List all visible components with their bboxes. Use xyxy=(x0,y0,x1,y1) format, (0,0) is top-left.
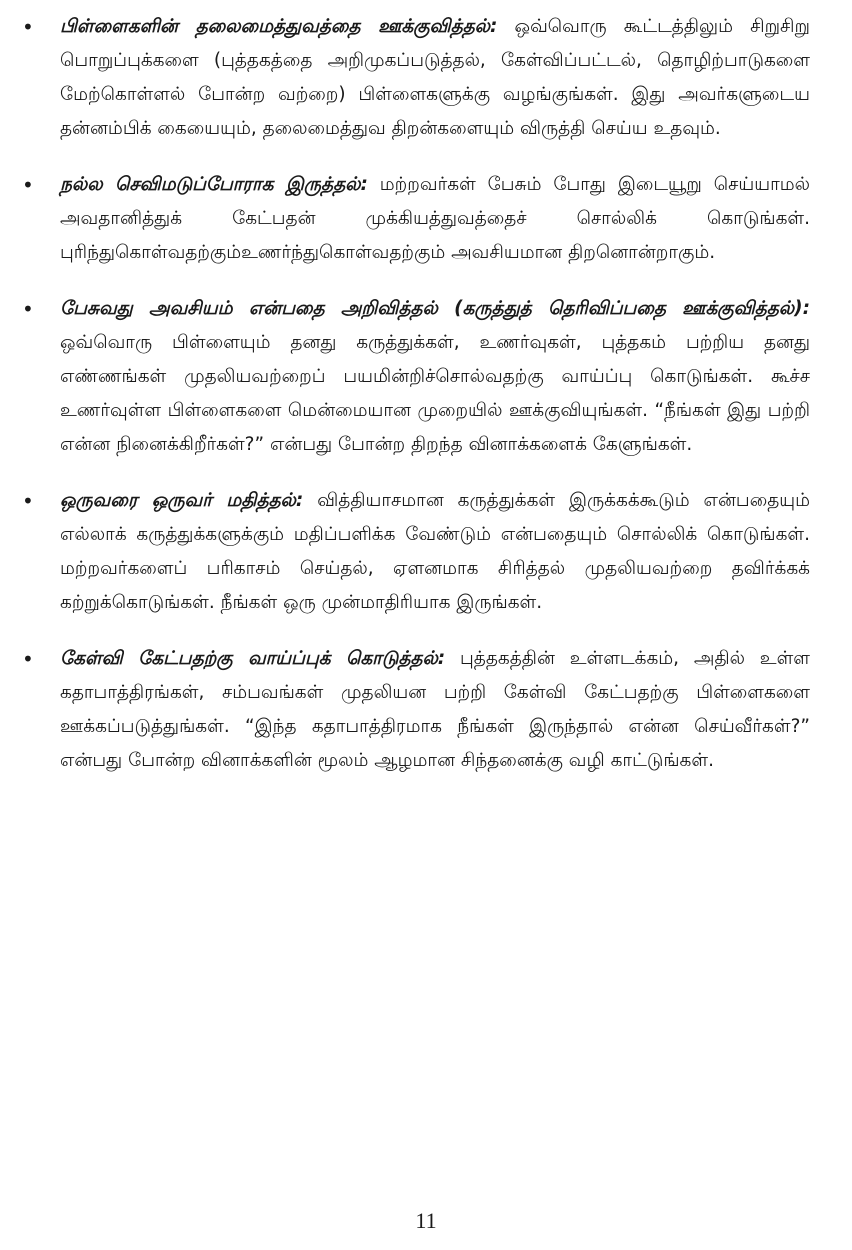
document-body xyxy=(22,10,810,800)
item-heading: ஒருவரை ஒருவர் மதித்தல்: xyxy=(60,490,304,511)
item-text: வித்தியாசமான கருத்துக்கள் இருக்கக்கூடும் என்பதையும் எல்லாக் கருத்துக்களுக்கும் மதிப்பளிக்க வேண்டும் என்பதையும் சொல்லிக் கொடுங்கள். மற்றவர்களைப் பரிகாசம் செய்தல், ஏளனமாக சிரித்தல் முதலியவற்றை தவிர்க்கக் கற்றுக்கொடுங்கள். நீங்கள் ஒரு முன்மாதிரியாக இருங்கள். xyxy=(60,490,811,613)
paragraph xyxy=(60,292,810,462)
item-text: ஒவ்வொரு கூட்டத்திலும் சிறுசிறு பொறுப்புக்களை (புத்தகத்தை அறிமுகப்படுத்தல், கேள்விப்பட்டல், தொழிற்பாடுகளை மேற்கொள்ளல் போன்ற வற்றை) பிள்ளைகளுக்கு வழங்குங்கள். இது அவர்களுடைய தன்னம்பிக் கையையும், தலைமைத்துவ திறன்களையும் விருத்தி செய்ய உதவும். xyxy=(60,16,810,139)
bullet-icon: • xyxy=(22,173,34,197)
item-heading: நல்ல செவிமடுப்போராக இருத்தல்: xyxy=(60,174,368,195)
paragraph xyxy=(60,642,810,778)
list-item-speaking xyxy=(22,292,810,462)
bullet-icon: • xyxy=(22,489,34,513)
item-heading: கேள்வி கேட்பதற்கு வாய்ப்புக் கொடுத்தல்: xyxy=(60,648,446,669)
paragraph xyxy=(60,10,810,146)
paragraph xyxy=(60,484,810,620)
item-text: புத்தகத்தின் உள்ளடக்கம், அதில் உள்ள கதாபாத்திரங்கள், சம்பவங்கள் முதலியன பற்றி கேள்வி கேட்பதற்கு பிள்ளைகளை ஊக்கப்படுத்துங்கள். “இந்த கதாபாத்திரமாக நீங்கள் இருந்தால் என்ன செய்வீர்கள்?” என்பது போன்ற வினாக்களின் மூலம் ஆழமான சிந்தனைக்கு வழி காட்டுங்கள். xyxy=(60,648,810,771)
item-text: மற்றவர்கள் பேசும் போது இடையூறு செய்யாமல் அவதானித்துக் கேட்பதன் முக்கியத்துவத்தைச் சொல்லிக் கொடுங்கள். புரிந்துகொள்வதற்கும்உணர்ந்துகொள்வதற்கும் அவசியமான திறனொன்றாகும். xyxy=(60,174,811,263)
bullet-icon: • xyxy=(22,647,34,671)
bullet-icon: • xyxy=(22,15,34,39)
list-item-respect xyxy=(22,484,810,620)
item-heading: பிள்ளைகளின் தலைமைத்துவத்தை ஊக்குவித்தல்: xyxy=(60,16,498,37)
item-text: ஒவ்வொரு பிள்ளையும் தனது கருத்துக்கள், உணர்வுகள், புத்தகம் பற்றிய தனது எண்ணங்கள் முதலியவற்றைப் பயமின்றிச்சொல்வதற்கு வாய்ப்பு கொடுங்கள். கூச்ச உணர்வுள்ள பிள்ளைகளை மென்மையான முறையில் ஊக்குவியுங்கள். “நீங்கள் இது பற்றி என்ன நினைக்கிறீர்கள்?” என்பது போன்ற திறந்த வினாக்களைக் கேளுங்கள். xyxy=(60,332,810,455)
bullet-icon: • xyxy=(22,297,34,321)
list-item-leadership xyxy=(22,10,810,146)
page-number: 11 xyxy=(415,1208,437,1233)
item-heading: பேசுவது அவசியம் என்பதை அறிவித்தல் (கருத்துத் தெரிவிப்பதை ஊக்குவித்தல்): xyxy=(60,298,810,319)
list-item-questions xyxy=(22,642,810,778)
paragraph xyxy=(60,168,810,270)
list-item-listening xyxy=(22,168,810,270)
